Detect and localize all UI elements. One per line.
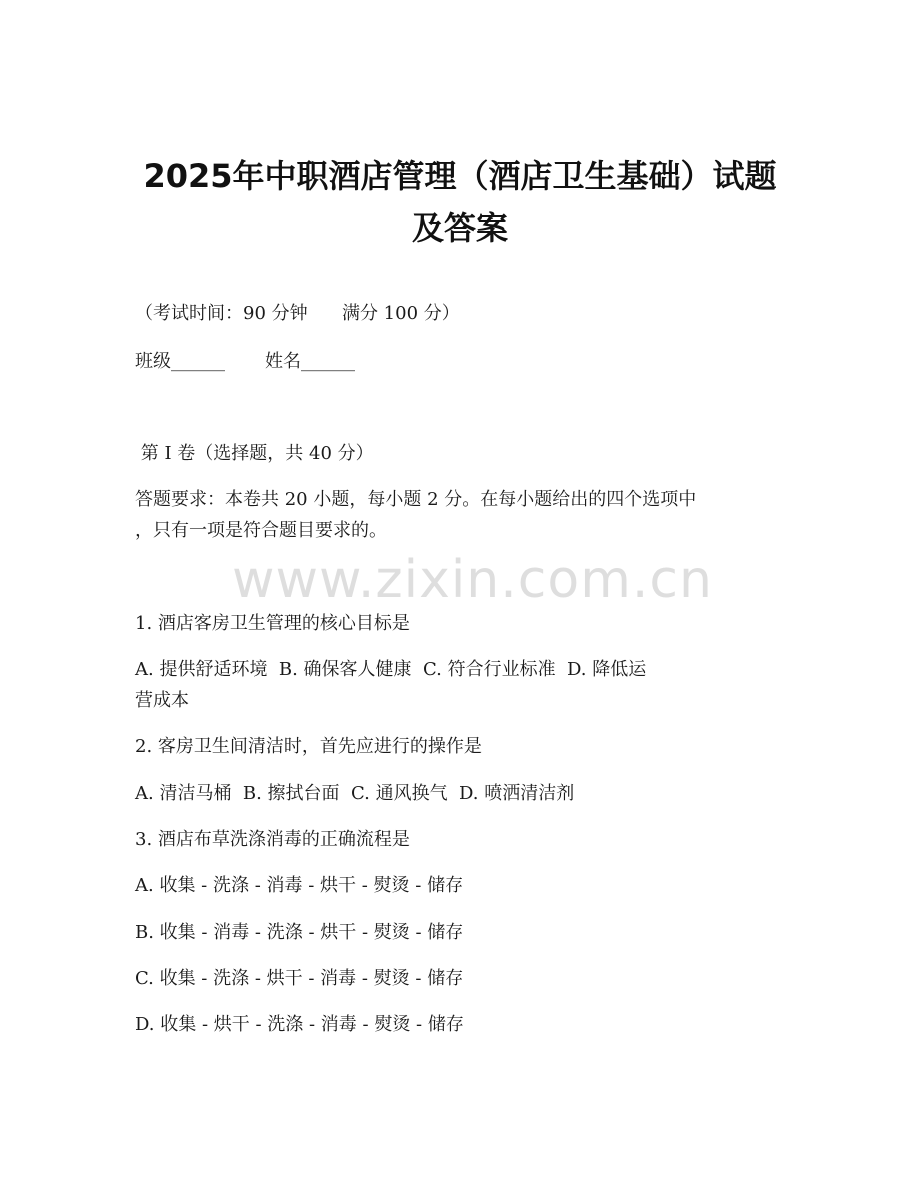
watermark: www.zixin.com.cn	[232, 550, 713, 610]
instructions-line-1: 答题要求：本卷共 20 小题，每小题 2 分。在每小题给出的四个选项中	[135, 489, 697, 510]
exam-info: （考试时间：90 分钟 满分 100 分）	[135, 303, 460, 324]
class-name-fields: 班级______ 姓名______	[135, 351, 356, 372]
question-3-option-a: A. 收集 - 洗涤 - 消毒 - 烘干 - 熨烫 - 储存	[135, 875, 464, 896]
question-3-option-c: C. 收集 - 洗涤 - 烘干 - 消毒 - 熨烫 - 储存	[135, 968, 464, 989]
question-1-stem: 1. 酒店客房卫生管理的核心目标是	[135, 613, 410, 634]
question-1-options-line-1: A. 提供舒适环境 B. 确保客人健康 C. 符合行业标准 D. 降低运	[135, 659, 647, 680]
question-2-stem: 2. 客房卫生间清洁时，首先应进行的操作是	[135, 736, 482, 757]
document-title-line-2: 及答案	[411, 209, 508, 247]
question-3-option-d: D. 收集 - 烘干 - 洗涤 - 消毒 - 熨烫 - 储存	[135, 1014, 464, 1035]
question-2-options: A. 清洁马桶 B. 擦拭台面 C. 通风换气 D. 喷洒清洁剂	[135, 783, 575, 804]
instructions-line-2: ，只有一项是符合题目要求的。	[135, 520, 387, 541]
question-1-options-line-2: 营成本	[135, 690, 189, 711]
question-3-option-b: B. 收集 - 消毒 - 洗涤 - 烘干 - 熨烫 - 储存	[135, 922, 464, 943]
section-title: 第 I 卷（选择题，共 40 分）	[135, 443, 374, 464]
document-title-line-1: 2025年中职酒店管理（酒店卫生基础）试题	[143, 157, 777, 195]
question-3-stem: 3. 酒店布草洗涤消毒的正确流程是	[135, 829, 410, 850]
